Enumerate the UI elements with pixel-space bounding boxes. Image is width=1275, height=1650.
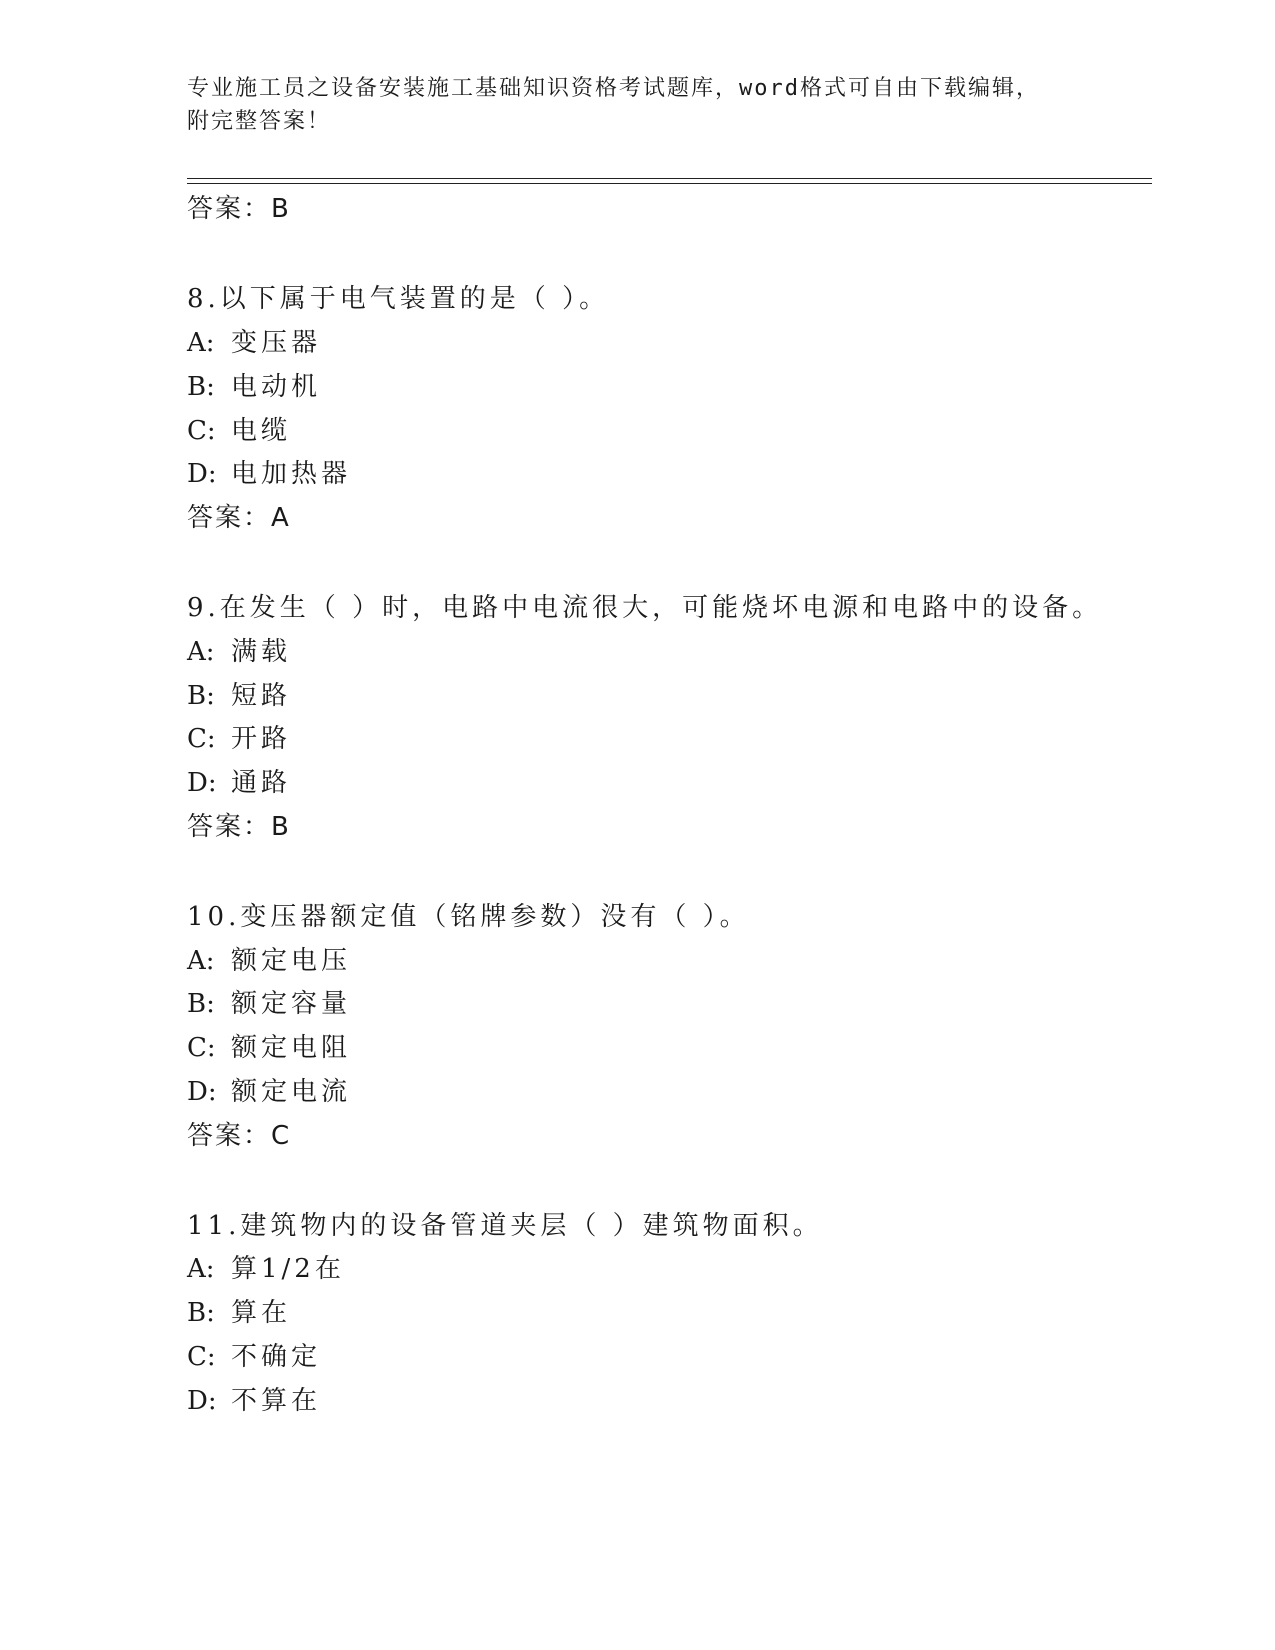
option-a xyxy=(187,946,351,976)
option-letter: A: xyxy=(187,637,215,667)
option-letter: D: xyxy=(187,1077,217,1107)
option-letter: A: xyxy=(187,946,215,976)
header-divider-bottom xyxy=(187,183,1152,184)
option-text: 短路 xyxy=(231,681,292,711)
option-letter: C: xyxy=(187,1342,216,1372)
option-b xyxy=(187,1298,291,1328)
option-text: 额定容量 xyxy=(231,989,352,1019)
option-letter: C: xyxy=(187,1033,216,1063)
option-c xyxy=(187,416,291,446)
header-line-1: 专业施工员之设备安装施工基础知识资格考试题库，word格式可自由下载编辑， xyxy=(187,76,1040,101)
option-c xyxy=(187,1342,321,1372)
option-text: 不确定 xyxy=(231,1342,322,1372)
question-stem: 11.建筑物内的设备管道夹层（ ）建筑物面积。 xyxy=(187,1211,823,1241)
question-stem: 9.在发生（ ）时，电路中电流很大，可能烧坏电源和电路中的设备。 xyxy=(187,593,1103,623)
option-b xyxy=(187,681,291,711)
option-text: 额定电流 xyxy=(231,1077,352,1107)
option-text: 满载 xyxy=(231,637,292,667)
option-d xyxy=(187,459,351,489)
option-letter: A: xyxy=(187,1254,215,1284)
option-d xyxy=(187,1386,321,1416)
option-text: 开路 xyxy=(231,724,292,754)
option-letter: B: xyxy=(187,372,215,402)
option-text: 变压器 xyxy=(231,328,322,358)
option-text: 不算在 xyxy=(231,1386,322,1416)
option-text: 额定电压 xyxy=(231,946,352,976)
header-divider-top xyxy=(187,178,1152,179)
option-a xyxy=(187,1254,345,1284)
question-stem: 10.变压器额定值（铭牌参数）没有（ ）。 xyxy=(187,902,750,932)
option-text: 通路 xyxy=(231,768,292,798)
answer-line: 答案：A xyxy=(187,503,291,533)
option-d xyxy=(187,1077,351,1107)
option-text: 额定电阻 xyxy=(231,1033,352,1063)
option-text: 算在 xyxy=(231,1298,292,1328)
option-text: 电缆 xyxy=(231,416,292,446)
option-letter: A: xyxy=(187,328,215,358)
option-a xyxy=(187,328,321,358)
option-b xyxy=(187,989,351,1019)
answer-line: 答案：C xyxy=(187,1121,292,1151)
option-text: 算1/2在 xyxy=(231,1254,345,1284)
option-letter: B: xyxy=(187,681,215,711)
option-letter: B: xyxy=(187,1298,215,1328)
option-letter: B: xyxy=(187,989,215,1019)
question-stem: 8.以下属于电气装置的是（ ）。 xyxy=(187,284,610,314)
option-letter: D: xyxy=(187,1386,217,1416)
option-letter: D: xyxy=(187,459,217,489)
option-a xyxy=(187,637,291,667)
option-d xyxy=(187,768,291,798)
option-text: 电动机 xyxy=(231,372,322,402)
option-text: 电加热器 xyxy=(231,459,352,489)
option-c xyxy=(187,1033,351,1063)
option-b xyxy=(187,372,321,402)
header-line-2: 附完整答案！ xyxy=(187,109,332,134)
answer-line: 答案：B xyxy=(187,812,291,842)
document-header xyxy=(187,72,1087,138)
option-letter: C: xyxy=(187,416,216,446)
option-c xyxy=(187,724,291,754)
option-letter: C: xyxy=(187,724,216,754)
answer-line: 答案：B xyxy=(187,194,291,224)
option-letter: D: xyxy=(187,768,217,798)
